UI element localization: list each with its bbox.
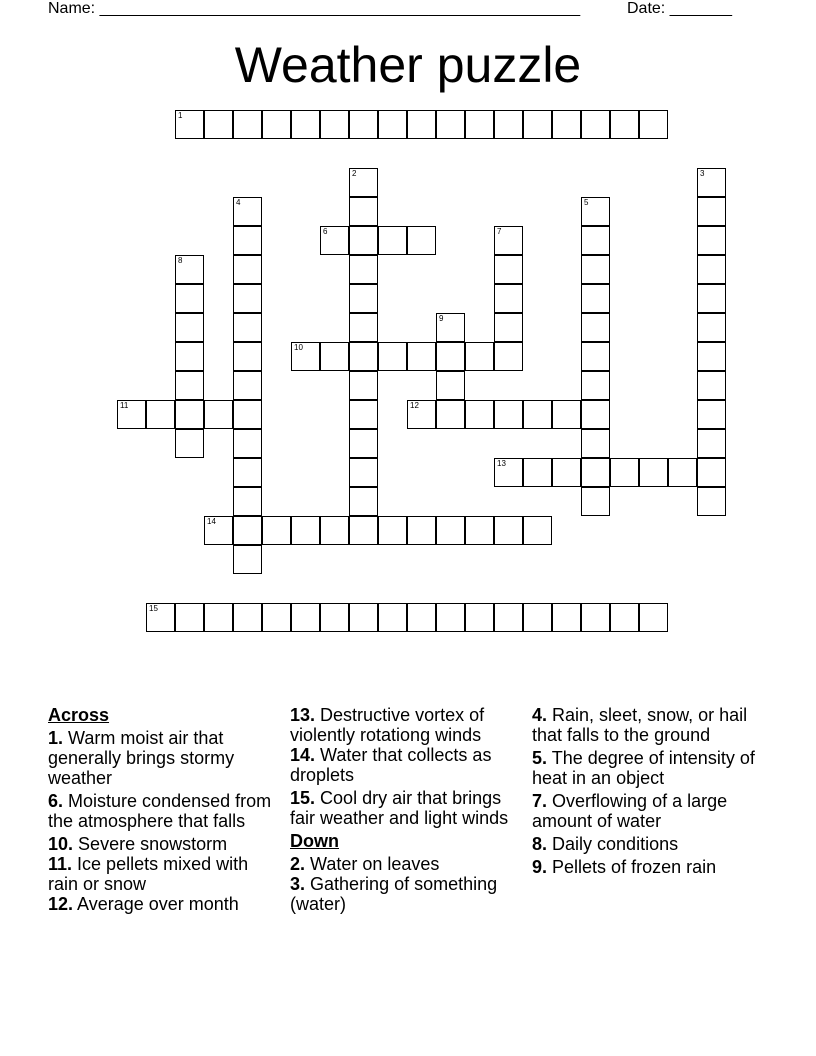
clue-down-9: 9. Pellets of frozen rain: [532, 857, 717, 877]
clue-number: 3: [700, 169, 705, 178]
clue-number: 14: [207, 517, 216, 526]
grid-cell[interactable]: [697, 226, 726, 255]
grid-cell[interactable]: [320, 342, 349, 371]
grid-cell[interactable]: [494, 603, 523, 632]
grid-cell[interactable]: [523, 603, 552, 632]
grid-cell[interactable]: [697, 284, 726, 313]
grid-cell[interactable]: [233, 313, 262, 342]
grid-cell[interactable]: [581, 429, 610, 458]
grid-cell[interactable]: [552, 458, 581, 487]
grid-cell[interactable]: [581, 371, 610, 400]
grid-cell[interactable]: [523, 110, 552, 139]
grid-cell[interactable]: [233, 255, 262, 284]
clue-number: 15: [149, 604, 158, 613]
clue-number: 7: [497, 227, 502, 236]
grid-cell[interactable]: [320, 603, 349, 632]
grid-cell[interactable]: [581, 603, 610, 632]
clue-number: 11: [120, 401, 129, 410]
grid-cell[interactable]: [552, 400, 581, 429]
grid-cell[interactable]: [407, 603, 436, 632]
grid-cell[interactable]: [175, 284, 204, 313]
grid-cell[interactable]: [697, 487, 726, 516]
name-field[interactable]: Name: ______________________________________________________: [48, 0, 581, 17]
clue-number: 9: [439, 314, 444, 323]
clue-down-3: 3. Gathering of something (water): [290, 874, 498, 914]
clue-number: 2: [352, 169, 357, 178]
grid-cell[interactable]: [349, 313, 378, 342]
grid-cell[interactable]: [291, 342, 320, 371]
grid-cell[interactable]: [494, 458, 523, 487]
grid-cell[interactable]: [465, 516, 494, 545]
grid-cell[interactable]: [233, 371, 262, 400]
grid-cell[interactable]: [697, 342, 726, 371]
grid-cell[interactable]: [697, 371, 726, 400]
grid-cell[interactable]: [494, 255, 523, 284]
grid-cell[interactable]: [436, 371, 465, 400]
grid-cell[interactable]: [639, 110, 668, 139]
grid-cell[interactable]: [175, 371, 204, 400]
grid-cell[interactable]: [552, 603, 581, 632]
grid-cell[interactable]: [233, 226, 262, 255]
grid-cell[interactable]: [494, 400, 523, 429]
grid-cell[interactable]: [494, 110, 523, 139]
grid-cell[interactable]: [204, 400, 233, 429]
clue-across-13: 13. Destructive vortex of violently rotationg winds: [290, 705, 485, 745]
grid-cell[interactable]: [581, 255, 610, 284]
grid-cell[interactable]: [523, 516, 552, 545]
grid-cell[interactable]: [262, 110, 291, 139]
grid-cell[interactable]: [349, 400, 378, 429]
date-field[interactable]: Date: _______: [627, 0, 732, 17]
clue-number: 13: [497, 459, 506, 468]
grid-cell[interactable]: [436, 342, 465, 371]
grid-cell[interactable]: [378, 516, 407, 545]
grid-cell[interactable]: [349, 429, 378, 458]
grid-cell[interactable]: [233, 429, 262, 458]
grid-cell[interactable]: [233, 342, 262, 371]
grid-cell[interactable]: [697, 429, 726, 458]
grid-cell[interactable]: [349, 197, 378, 226]
grid-cell[interactable]: [349, 371, 378, 400]
clue-number: 12: [410, 401, 419, 410]
grid-cell[interactable]: [668, 458, 697, 487]
grid-cell[interactable]: [465, 342, 494, 371]
grid-cell[interactable]: [407, 400, 436, 429]
grid-cell[interactable]: [523, 458, 552, 487]
grid-cell[interactable]: [697, 197, 726, 226]
grid-cell[interactable]: [233, 516, 262, 545]
grid-cell[interactable]: [407, 516, 436, 545]
grid-cell[interactable]: [320, 516, 349, 545]
grid-cell[interactable]: [610, 603, 639, 632]
clue-down-2: 2. Water on leaves: [290, 854, 440, 874]
grid-cell[interactable]: [175, 110, 204, 139]
grid-cell[interactable]: [233, 110, 262, 139]
grid-cell[interactable]: [233, 400, 262, 429]
grid-cell[interactable]: [146, 603, 175, 632]
grid-cell[interactable]: [349, 168, 378, 197]
grid-cell[interactable]: [378, 603, 407, 632]
grid-cell[interactable]: [320, 110, 349, 139]
clue-across-14: 14. Water that collects as droplets: [290, 745, 492, 785]
clue-number: 8: [178, 256, 183, 265]
grid-cell[interactable]: [204, 110, 233, 139]
page-title: Weather puzzle: [234, 37, 582, 93]
grid-cell[interactable]: [610, 110, 639, 139]
grid-cell[interactable]: [436, 313, 465, 342]
grid-cell[interactable]: [581, 226, 610, 255]
clue-number: 1: [178, 111, 183, 120]
grid-cell[interactable]: [523, 400, 552, 429]
grid-cell[interactable]: [233, 603, 262, 632]
grid-cell[interactable]: [291, 110, 320, 139]
grid-cell[interactable]: [349, 226, 378, 255]
grid-cell[interactable]: [175, 603, 204, 632]
clue-column-1: [48, 702, 280, 914]
grid-cell[interactable]: [204, 603, 233, 632]
grid-cell[interactable]: [146, 400, 175, 429]
grid-cell[interactable]: [465, 110, 494, 139]
grid-cell[interactable]: [436, 516, 465, 545]
grid-cell[interactable]: [233, 458, 262, 487]
grid-cell[interactable]: [175, 313, 204, 342]
grid-cell[interactable]: [436, 400, 465, 429]
grid-cell[interactable]: [204, 516, 233, 545]
grid-cell[interactable]: [494, 313, 523, 342]
grid-cell[interactable]: [349, 603, 378, 632]
grid-cell[interactable]: [465, 400, 494, 429]
grid-cell[interactable]: [697, 255, 726, 284]
grid-cell[interactable]: [407, 226, 436, 255]
grid-cell[interactable]: [175, 255, 204, 284]
grid-cell[interactable]: [291, 516, 320, 545]
grid-cell[interactable]: [349, 342, 378, 371]
grid-cell[interactable]: [407, 110, 436, 139]
down-heading: Down: [290, 831, 339, 851]
grid-cell[interactable]: [233, 197, 262, 226]
clue-down-7: 7. Overflowing of a large amount of water: [532, 791, 728, 831]
grid-cell[interactable]: [349, 516, 378, 545]
grid-cell[interactable]: [639, 458, 668, 487]
clue-number: 6: [323, 227, 328, 236]
clue-number: 5: [584, 198, 589, 207]
clue-across-12: 12. Average over month: [48, 894, 239, 914]
grid-cell[interactable]: [349, 458, 378, 487]
grid-cell[interactable]: [697, 458, 726, 487]
grid-cell[interactable]: [262, 516, 291, 545]
grid-cell[interactable]: [175, 429, 204, 458]
grid-cell[interactable]: [320, 226, 349, 255]
grid-cell[interactable]: [378, 342, 407, 371]
grid-cell[interactable]: [581, 400, 610, 429]
grid-cell[interactable]: [581, 284, 610, 313]
grid-cell[interactable]: [581, 313, 610, 342]
grid-cell[interactable]: [697, 313, 726, 342]
grid-cell[interactable]: [581, 342, 610, 371]
grid-cell[interactable]: [349, 110, 378, 139]
clue-across-10: 10. Severe snowstorm: [48, 834, 228, 854]
grid-cell[interactable]: [697, 400, 726, 429]
clue-across-11: 11. Ice pellets mixed with rain or snow: [48, 854, 249, 894]
grid-cell[interactable]: [233, 545, 262, 574]
grid-cell[interactable]: [436, 603, 465, 632]
grid-cell[interactable]: [610, 458, 639, 487]
clue-down-8: 8. Daily conditions: [532, 834, 679, 854]
clue-down-4: 4. Rain, sleet, snow, or hail that falls to the ground: [532, 705, 748, 745]
grid-cell[interactable]: [117, 400, 146, 429]
grid-cell[interactable]: [639, 603, 668, 632]
grid-cell[interactable]: [378, 226, 407, 255]
grid-cell[interactable]: [349, 284, 378, 313]
clue-number: 10: [294, 343, 303, 352]
grid-cell[interactable]: [581, 110, 610, 139]
clue-column-3: [532, 702, 764, 877]
grid-cell[interactable]: [581, 458, 610, 487]
grid-cell[interactable]: [349, 255, 378, 284]
clue-across-1: 1. Warm moist air that generally brings stormy weather: [48, 728, 235, 788]
clue-across-15: 15. Cool dry air that brings fair weather and light winds: [290, 788, 509, 828]
grid-cell[interactable]: [494, 342, 523, 371]
grid-cell[interactable]: [494, 226, 523, 255]
grid-cell[interactable]: [175, 342, 204, 371]
clue-number: 4: [236, 198, 241, 207]
grid-cell[interactable]: [349, 487, 378, 516]
grid-cell[interactable]: [407, 342, 436, 371]
grid-cell[interactable]: [378, 110, 407, 139]
grid-cell[interactable]: [436, 110, 465, 139]
across-heading: Across: [48, 705, 110, 725]
grid-cell[interactable]: [262, 603, 291, 632]
clue-column-2: [290, 702, 522, 914]
grid-cell[interactable]: [494, 284, 523, 313]
grid-cell[interactable]: [291, 603, 320, 632]
grid-cell[interactable]: [233, 487, 262, 516]
grid-cell[interactable]: [233, 284, 262, 313]
grid-cell[interactable]: [494, 516, 523, 545]
grid-cell[interactable]: [552, 110, 581, 139]
grid-cell[interactable]: [581, 487, 610, 516]
grid-cell[interactable]: [175, 400, 204, 429]
clue-across-6: 6. Moisture condensed from the atmosphere that falls: [48, 791, 272, 831]
grid-cell[interactable]: [581, 197, 610, 226]
clue-down-5: 5. The degree of intensity of heat in an object: [532, 748, 755, 788]
grid-cell[interactable]: [697, 168, 726, 197]
grid-cell[interactable]: [465, 603, 494, 632]
